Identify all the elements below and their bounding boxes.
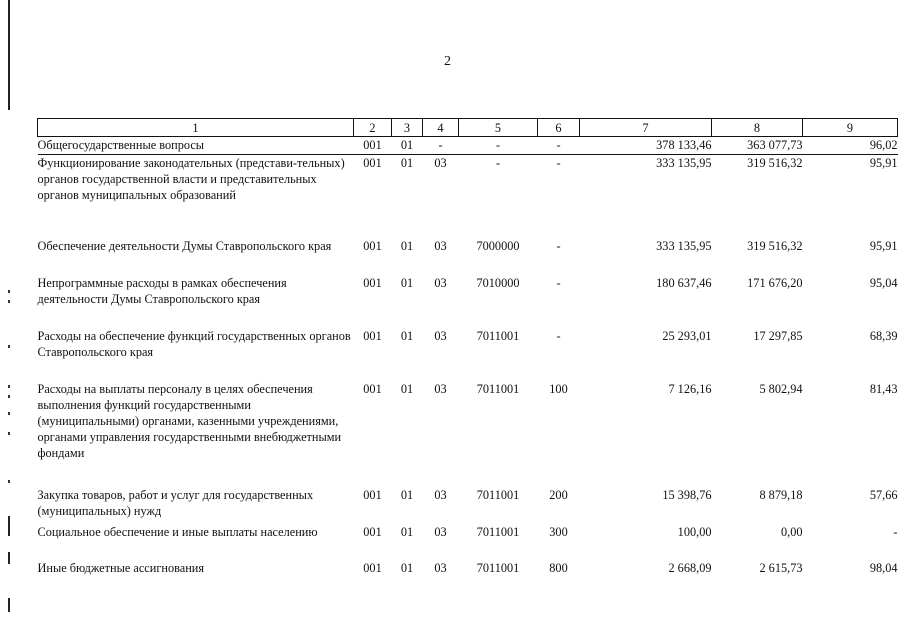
item-name: Непрограммные расходы в рамках обеспечения деятельности Думы Ставропольского края <box>37 275 287 306</box>
cell-2: 001 <box>363 560 382 575</box>
cell-8: 319 516,32 <box>747 156 803 170</box>
table-row <box>38 137 898 155</box>
scan-artifact <box>8 395 10 398</box>
column-header: 4 <box>423 119 459 137</box>
cell-6: - <box>556 238 561 253</box>
cell-9: 57,66 <box>869 487 898 502</box>
item-name: Расходы на обеспечение функций государственных органов Ставропольского края <box>37 328 351 359</box>
scan-artifact <box>8 385 10 388</box>
cell-4: 03 <box>434 156 447 170</box>
scan-artifact <box>8 290 10 293</box>
budget-table <box>37 118 898 578</box>
table-row <box>38 381 898 487</box>
table-row <box>38 524 898 560</box>
cell-3: 01 <box>392 137 423 155</box>
cell-3: 01 <box>400 524 414 539</box>
scan-artifact <box>8 412 10 415</box>
cell-5: 7011001 <box>476 328 520 343</box>
scan-artifact <box>8 300 10 303</box>
scan-artifact <box>8 432 10 435</box>
scan-artifact <box>8 0 10 110</box>
cell-3: 01 <box>400 487 414 502</box>
column-header: 7 <box>580 119 712 137</box>
column-header: 9 <box>803 119 898 137</box>
table-row <box>38 560 898 578</box>
cell-9: 68,39 <box>869 328 898 343</box>
page-number: 2 <box>444 54 451 69</box>
scan-artifact <box>8 552 10 564</box>
cell-2: 001 <box>363 275 382 290</box>
cell-9: 95,91 <box>869 156 898 170</box>
cell-3: 01 <box>400 156 414 170</box>
cell-6: - <box>538 137 580 155</box>
cell-9: 96,02 <box>803 137 898 155</box>
cell-7: 333 135,95 <box>656 156 712 170</box>
cell-4: 03 <box>434 275 447 290</box>
cell-9: 95,91 <box>869 238 898 253</box>
column-header: 8 <box>712 119 803 137</box>
cell-6: - <box>556 328 561 343</box>
item-name: Функционирование законодательных (представи-тельных) органов государственной власти и представительных органов муниципальных образований <box>37 156 345 202</box>
cell-8: 5 802,94 <box>759 381 803 396</box>
scan-artifact <box>8 598 10 612</box>
cell-8: 2 615,73 <box>759 560 803 575</box>
item-name: Общегосударственные вопросы <box>38 137 354 155</box>
cell-7: 25 293,01 <box>662 328 712 343</box>
cell-3: 01 <box>400 381 414 396</box>
cell-8: 17 297,85 <box>753 328 803 343</box>
cell-5: - <box>459 137 538 155</box>
cell-6: 800 <box>549 560 568 575</box>
column-header: 1 <box>38 119 354 137</box>
cell-9: - <box>893 524 898 539</box>
cell-8: 8 879,18 <box>759 487 803 502</box>
column-header: 2 <box>354 119 392 137</box>
cell-8: 363 077,73 <box>712 137 803 155</box>
cell-8: 0,00 <box>780 524 803 539</box>
cell-6: 200 <box>549 487 568 502</box>
cell-9: 98,04 <box>869 560 898 575</box>
item-name: Обеспечение деятельности Думы Ставропольского края <box>37 238 332 253</box>
cell-7: 100,00 <box>677 524 712 539</box>
cell-5: 7011001 <box>476 487 520 502</box>
cell-5: 7011001 <box>476 560 520 575</box>
cell-7: 7 126,16 <box>668 381 712 396</box>
cell-7: 2 668,09 <box>668 560 712 575</box>
cell-4: 03 <box>434 381 447 396</box>
table-row <box>38 487 898 524</box>
cell-5: - <box>495 156 501 170</box>
item-name: Расходы на выплаты персоналу в целях обеспечения выполнения функций государственными (муниципальными) органами, казенными учреждениями, органами управления государственными внебюджетными фондами <box>37 381 342 460</box>
item-name: Социальное обеспечение и иные выплаты населению <box>37 524 318 539</box>
item-name: Закупка товаров, работ и услуг для государственных (муниципальных) нужд <box>37 487 314 518</box>
cell-7: 15 398,76 <box>662 487 712 502</box>
column-header: 5 <box>459 119 538 137</box>
cell-6: - <box>556 275 561 290</box>
cell-2: 001 <box>363 487 382 502</box>
header-row <box>38 119 898 137</box>
cell-8: 319 516,32 <box>747 238 803 253</box>
cell-2: 001 <box>363 238 382 253</box>
cell-4: 03 <box>434 560 447 575</box>
cell-4: - <box>423 137 459 155</box>
table-row <box>38 275 898 328</box>
cell-8: 171 676,20 <box>747 275 803 290</box>
scan-artifact <box>8 480 10 483</box>
cell-9: 81,43 <box>869 381 898 396</box>
cell-3: 01 <box>400 238 414 253</box>
cell-4: 03 <box>434 487 447 502</box>
cell-9: 95,04 <box>869 275 898 290</box>
table-row <box>38 328 898 381</box>
cell-2: 001 <box>363 328 382 343</box>
item-name: Иные бюджетные ассигнования <box>37 560 205 575</box>
cell-3: 01 <box>400 275 414 290</box>
cell-7: 378 133,46 <box>580 137 712 155</box>
cell-5: 7010000 <box>476 275 520 290</box>
cell-4: 03 <box>434 328 447 343</box>
scan-artifact <box>8 516 10 536</box>
cell-4: 03 <box>434 238 447 253</box>
table-row <box>38 238 898 275</box>
cell-2: 001 <box>363 156 382 170</box>
cell-5: 7000000 <box>476 238 520 253</box>
cell-6: 100 <box>549 381 568 396</box>
cell-2: 001 <box>354 137 392 155</box>
cell-2: 001 <box>363 524 382 539</box>
cell-5: 7011001 <box>476 524 520 539</box>
cell-4: 03 <box>434 524 447 539</box>
column-header: 3 <box>392 119 423 137</box>
cell-5: 7011001 <box>476 381 520 396</box>
cell-7: 333 135,95 <box>656 238 712 253</box>
cell-2: 001 <box>363 381 382 396</box>
scan-artifact <box>8 345 10 348</box>
table-row <box>38 155 898 238</box>
cell-6: 300 <box>549 524 568 539</box>
cell-6: - <box>556 156 561 170</box>
cell-3: 01 <box>400 328 414 343</box>
cell-3: 01 <box>400 560 414 575</box>
cell-7: 180 637,46 <box>656 275 712 290</box>
column-header: 6 <box>538 119 580 137</box>
